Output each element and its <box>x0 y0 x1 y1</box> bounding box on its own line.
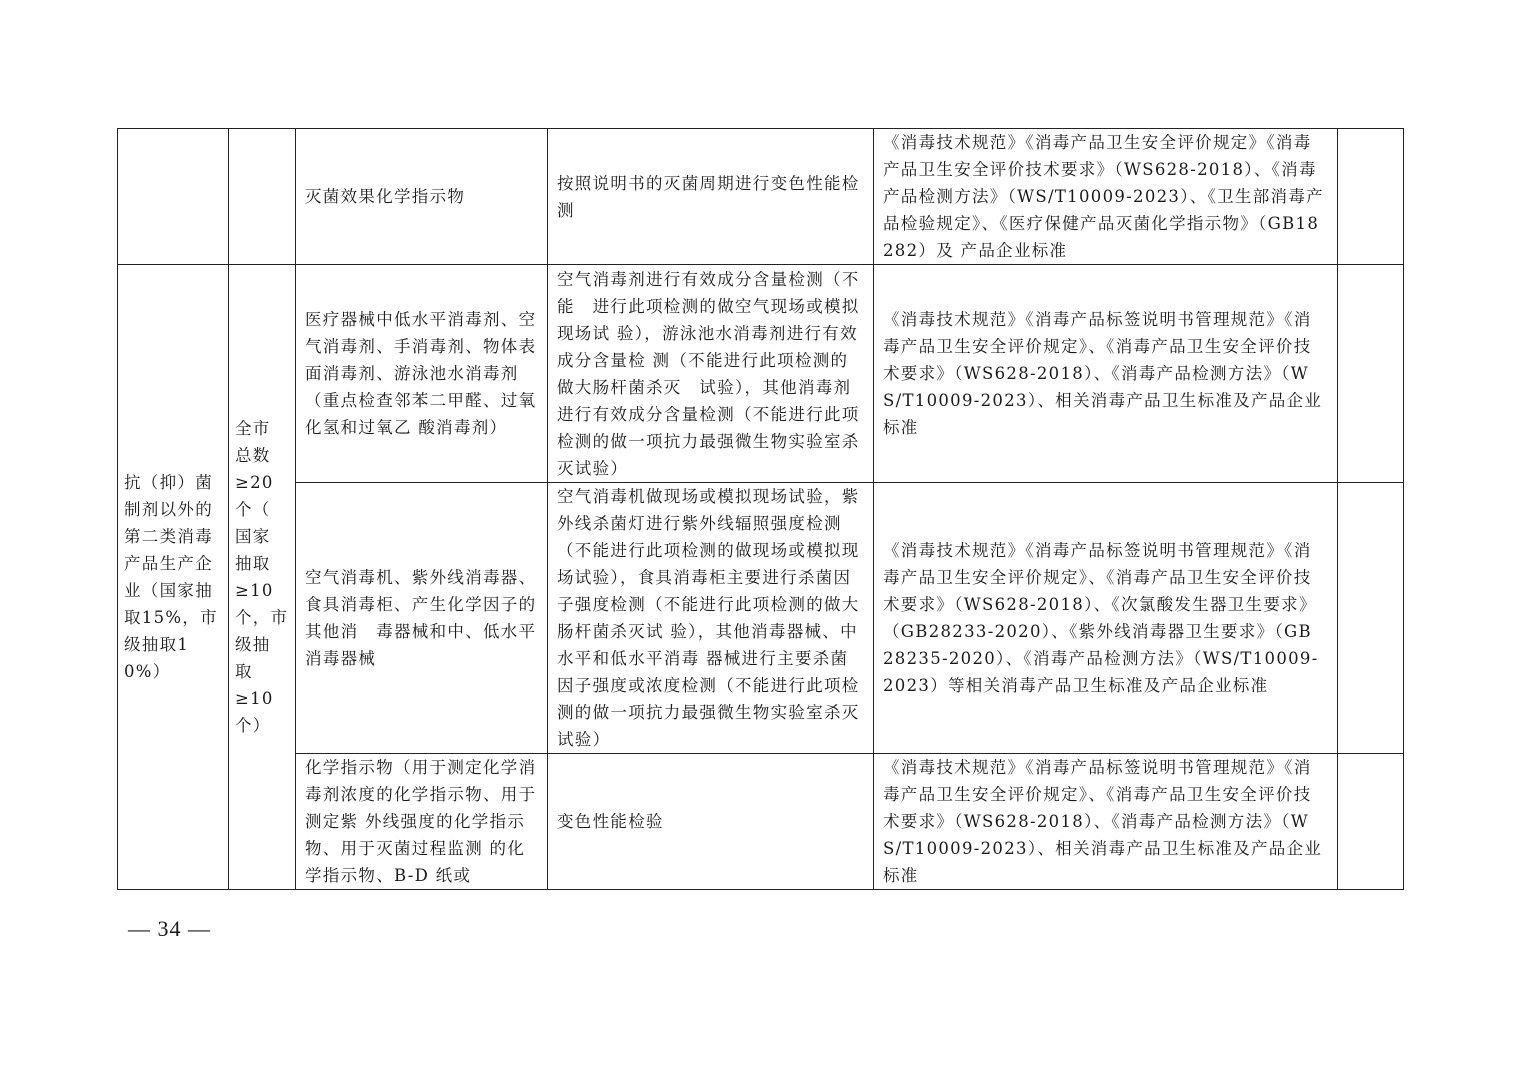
standards-cell: 《消毒技术规范》《消毒产品标签说明书管理规范》《消毒产品卫生安全评价规定》、《消毒产品卫生安全评价技术要求》（WS628-2018）、《次氯酸发生器卫生要求》（GB28233-2020）、《紫外线消毒器卫生要求》（GB 28235-2020）、《消毒产品检测方法》（WS/T10009-2023）等相关消毒产品卫生标准及产品企业标准 <box>874 483 1338 754</box>
quantity-cell: 全市 总数 ≥20 个（ 国家 抽取 ≥10 个，市 级抽 取 ≥10 个） <box>229 265 296 890</box>
remarks-cell <box>1338 483 1404 754</box>
remarks-cell <box>1338 129 1404 265</box>
test-method-cell: 空气消毒机做现场或模拟现场试验，紫外线杀菌灯进行紫外线辐照强度检测（不能进行此项检测的做现场或模拟现场试验），食具消毒柜主要进行杀菌因子强度检测（不能进行此项检测的做大肠杆菌杀灭试 验），其他消毒器械、中水平和低水平消毒 器械进行主要杀菌因子强度或浓度检测（不能进行此项检测的做一项抗力最强微生物实验室杀灭试验） <box>548 483 874 754</box>
quantity-cell <box>229 129 296 265</box>
table-row <box>118 265 1404 483</box>
standards-cell: 《消毒技术规范》《消毒产品卫生安全评价规定》《消毒产品卫生安全评价技术要求》（WS628-2018）、《消毒产品检测方法》（WS/T10009-2023）、《卫生部消毒产品检验规定》、《医疗保健产品灭菌化学指示物》（GB18282）及 产品企业标准 <box>874 129 1338 265</box>
product-cell: 医疗器械中低水平消毒剂、空气消毒剂、手消毒剂、物体表面消毒剂、游泳池水消毒剂（重点检查邻苯二甲醛、过氧化氢和过氧乙 酸消毒剂） <box>296 265 548 483</box>
product-cell: 灭菌效果化学指示物 <box>296 129 548 265</box>
category-cell: 抗（抑）菌制剂以外的第二类消毒产品生产企业（国家抽取15%，市级抽取10%） <box>118 265 229 890</box>
table-row <box>118 483 1404 754</box>
table-row <box>118 129 1404 265</box>
product-cell: 化学指示物（用于测定化学消毒剂浓度的化学指示物、用于测定紫 外线强度的化学指示物、用于灭菌过程监测 的化学指示物、B-D 纸或 <box>296 754 548 890</box>
standards-cell: 《消毒技术规范》《消毒产品标签说明书管理规范》《消毒产品卫生安全评价规定》、《消毒产品卫生安全评价技术要求》（WS628-2018）、《消毒产品检测方法》（WS/T10009-2023）、相关消毒产品卫生标准及产品企业标准 <box>874 754 1338 890</box>
product-cell: 空气消毒机、紫外线消毒器、食具消毒柜、产生化学因子的其他消 毒器械和中、低水平消毒器械 <box>296 483 548 754</box>
test-method-cell: 空气消毒剂进行有效成分含量检测（不能 进行此项检测的做空气现场或模拟现场试 验），游泳池水消毒剂进行有效成分含量检 测（不能进行此项检测的做大肠杆菌杀灭 试验），其他消毒剂进行有效成分含量检测（不能进行此项检测的做一项抗力最强微生物实验室杀灭试验） <box>548 265 874 483</box>
page-number: — 34 — <box>128 916 211 941</box>
test-method-cell: 变色性能检验 <box>548 754 874 890</box>
category-cell <box>118 129 229 265</box>
inspection-table <box>117 128 1404 890</box>
remarks-cell <box>1338 265 1404 483</box>
remarks-cell <box>1338 754 1404 890</box>
test-method-cell: 按照说明书的灭菌周期进行变色性能检测 <box>548 129 874 265</box>
standards-cell: 《消毒技术规范》《消毒产品标签说明书管理规范》《消毒产品卫生安全评价规定》、《消毒产品卫生安全评价技术要求》（WS628-2018）、《消毒产品检测方法》（WS/T10009-2023）、相关消毒产品卫生标准及产品企业标准 <box>874 265 1338 483</box>
table-row <box>118 754 1404 890</box>
